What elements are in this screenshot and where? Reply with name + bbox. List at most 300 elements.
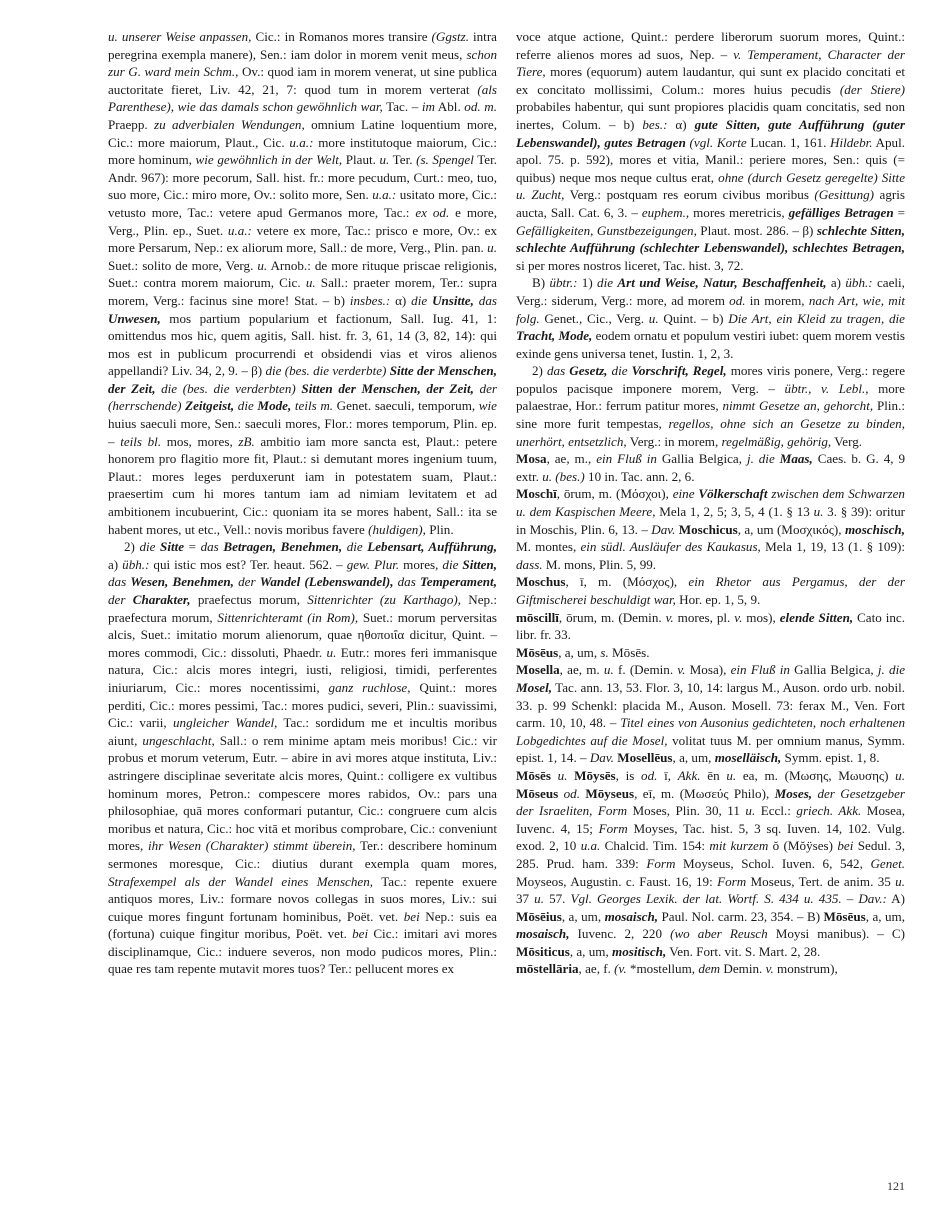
styled-text-run: u.	[726, 767, 737, 783]
text-run: Moyseus, Schol. Iuven. 6, 542,	[675, 855, 871, 871]
styled-text-run: die	[411, 292, 428, 308]
styled-text-run: Sitte der Menschen, der Zeit,	[108, 363, 497, 396]
styled-text-run: (huldigen),	[368, 521, 426, 537]
text-run	[125, 592, 132, 607]
text-run: huius saeculi more, Sen.: saeculi mores, Flor.: mores temporum, Plin. ep. –	[108, 416, 497, 449]
text-run: ēn	[700, 767, 727, 783]
text-run: Plaut. most. 286. – β)	[696, 222, 817, 238]
styled-text-run: nimmt Gesetze an, gehorcht,	[722, 398, 874, 414]
text-run: Sedul. 3, 285. Prud. ham. 339:	[516, 838, 905, 871]
styled-text-run: gute Sitten, gute Aufführung (guter Lebenswandel), gutes Betragen	[516, 116, 905, 150]
styled-text-run: (der Stiere)	[839, 81, 905, 97]
styled-text-run: schlechte Sitten, schlechte Aufführung (schlechter Lebenswandel), schlechtes Betragen,	[516, 222, 905, 256]
styled-text-run: Hildebr.	[830, 134, 873, 150]
text-run: Genet. saeculi, temporum,	[333, 398, 479, 414]
styled-text-run: u.a.:	[227, 222, 252, 238]
text-run: agris aucta, Sall. Cat. 6, 3. –	[516, 187, 905, 220]
styled-text-run: ganz ruchlose,	[328, 679, 411, 695]
text-run: , a, um,	[561, 908, 605, 924]
text-run: monstrum),	[773, 961, 838, 977]
text-run: Quint. – b)	[658, 310, 729, 326]
text-run: Eutr.: mores feri immanisque natura, Cic.: alcis mores integri, iusti, religiosi, timidi, perferentes iniuriarum, Cic.: mores nocentissimi,	[108, 644, 497, 695]
styled-text-run: Dav.	[589, 750, 614, 766]
styled-text-run: od.	[729, 292, 746, 308]
styled-text-run: griech. Akk.	[796, 803, 862, 819]
text-run: , ae, m.	[559, 662, 604, 678]
styled-text-run: j. die	[746, 451, 775, 467]
styled-text-run: Charakter,	[132, 592, 191, 607]
styled-text-run: mōscillī	[516, 609, 559, 625]
styled-text-run: zu adverbialen Wendungen,	[153, 116, 305, 132]
styled-text-run: moschisch,	[844, 521, 905, 537]
text-run: mores meretricis,	[689, 204, 789, 220]
text-run: mores, pl.	[673, 609, 735, 625]
text-run: Plin.	[425, 521, 454, 537]
entry-paragraph	[516, 767, 905, 961]
entry-paragraph	[516, 485, 905, 573]
text-run: , a, um,	[558, 644, 601, 660]
styled-text-run: regelmäßig, gehörig,	[721, 433, 832, 449]
text-run: =	[893, 204, 905, 220]
styled-text-run: Genet.	[870, 855, 905, 871]
text-run: ambitio iam more sancta est, Plaut.: petere honorem pro flagitio more fit, Plaut.: si demutant mores ingenium tuum, Plaut.: mores leges perduxerunt iam in potestatem suam, Plaut.: praesertim cum hi mores tantum iam ad nimiam levitatem et ad ambitionem incubuerint, Cic.: quoniam ita se mores habent, Sall.: ita se habent mores, ut etc., Vell.: novis moribus favere	[108, 433, 498, 537]
entry-paragraph	[516, 644, 905, 662]
text-run: Suet.: solito de more, Verg.	[108, 257, 258, 273]
styled-text-run: Mode,	[257, 398, 292, 414]
text-run: vetere ex more, Tac.: prisco e more, Ov.: ex more Persarum, Nep.: ex aliorum more, Sall.: de more, Verg., Plin. pan.	[108, 222, 497, 256]
styled-text-run: die (bes. die verderbten)	[161, 380, 296, 396]
text-run: Chalcid. Tim. 154:	[600, 838, 710, 854]
text-run: Tac. ann. 13, 53. Flor. 3, 10, 14: largus M., Auson. ordo urb. nobil. 33. p. 99 Schenkl: placida M., Auson. Mosell. 73: ferax M., Ven. Fort carm. 10, 10, 48. –	[516, 679, 905, 731]
text-run: Nep.: suis ea (fortuna) cuique fingitur moribus, Poët. vet.	[108, 908, 497, 942]
text-run: Mela 1, 19, 13 (1. § 109):	[760, 539, 906, 555]
text-run: Cato inc. libr. fr. 33.	[516, 609, 905, 643]
text-run: probabiles habentur, qui sunt propiores placidis quam concitatis, sed non inertes, Colum. – b)	[516, 99, 905, 132]
styled-text-run: u.	[534, 891, 544, 907]
text-run: Tac.: sordidum me et incultis moribus aiunt,	[108, 715, 497, 748]
text-run: eodem ornatu et populum vestiri iubet: quem morem vestis exinde gens universa tenet, Iustin. 1, 2, 3.	[516, 328, 905, 361]
text-run: si per mores nostros liceret, Tac. hist. 3, 72.	[516, 257, 744, 273]
styled-text-run: v. Temperament, Character der Tiere,	[516, 46, 905, 80]
text-run: a)	[108, 556, 123, 572]
styled-text-run: (als Parenthese), wie das damals schon gewöhnlich war,	[108, 81, 497, 115]
styled-text-run: die (bes. die verderbte)	[265, 363, 387, 379]
text-run: mos),	[742, 609, 780, 625]
text-run: Gallia Belgica,	[789, 662, 878, 678]
text-run: *mostellum,	[626, 961, 699, 977]
styled-text-run: Mōseus	[516, 785, 559, 801]
styled-text-run: (wo aber Reusch	[670, 926, 768, 942]
styled-text-run: od.	[563, 785, 580, 801]
styled-text-run: der (herrschende)	[108, 380, 497, 414]
styled-text-run: v.	[765, 961, 774, 977]
styled-text-run: im	[421, 99, 435, 115]
styled-text-run: wie gewöhnlich in der Welt,	[195, 152, 343, 168]
text-run: ī,	[657, 767, 678, 783]
text-run: α)	[390, 292, 412, 308]
left-column	[108, 28, 497, 978]
entry-paragraph	[516, 28, 905, 274]
styled-text-run: od.	[641, 767, 658, 783]
text-run: Lucan. 1, 161.	[746, 134, 831, 150]
text-run: , a, um,	[569, 943, 613, 959]
styled-text-run: Völkerschaft	[698, 486, 768, 502]
styled-text-run: das	[397, 574, 416, 590]
styled-text-run: übh.:	[122, 556, 150, 572]
styled-text-run: u.	[895, 873, 905, 889]
text-run: Cic.: in Romanos mores transire	[251, 29, 432, 44]
styled-text-run: teils m.	[294, 398, 334, 414]
styled-text-run: u.a.	[580, 838, 601, 854]
text-run: mos, mores,	[161, 433, 239, 449]
styled-text-run: Vgl. Georges Lexik. der lat. Wortf. S. 434 u. 435. – Dav.:	[570, 891, 887, 907]
entry-paragraph	[108, 538, 497, 978]
styled-text-run: u.	[257, 257, 268, 273]
text-run: Moyses, Tac. hist. 5, 3 sq. Iuven. 14, 102. Vulg. exod. 2, 10	[516, 820, 905, 854]
text-run: Caes. b. G. 4, 9 extr.	[516, 451, 905, 484]
styled-text-run: Sitte	[160, 539, 185, 555]
text-run: Mōsēs.	[608, 644, 650, 660]
styled-text-run: (Ggstz.	[431, 29, 469, 44]
styled-text-run: die	[237, 398, 254, 414]
styled-text-run: Form	[717, 873, 747, 889]
text-run: ŏ (Mŏÿses)	[768, 838, 838, 854]
text-run: usitato more, Cic.: vetusto more, Tac.: vetere apud Germanos more, Tac.:	[108, 187, 497, 220]
entry-paragraph	[516, 661, 905, 767]
text-run	[551, 768, 558, 783]
text-run: a)	[826, 275, 846, 291]
styled-text-run: Lebensart, Aufführung,	[367, 539, 497, 555]
styled-text-run: zwischen dem Schwarzen u. dem Kaspischen Meere,	[516, 486, 905, 520]
styled-text-run: übh.:	[845, 275, 873, 291]
styled-text-run: Gesetz,	[569, 363, 608, 379]
text-run: Plin.: sine more furit tempestas,	[516, 398, 905, 432]
styled-text-run: ihr Wesen (Charakter) stimmt überein,	[148, 838, 356, 854]
styled-text-run: Mōyseus	[585, 785, 635, 801]
text-run: Mosea, Iuvenc. 4, 15;	[516, 803, 905, 836]
styled-text-run: Vorschrift, Regel,	[631, 363, 727, 379]
styled-text-run: Akk.	[677, 767, 701, 783]
text-run: Nep.: praefectura morum,	[108, 592, 497, 625]
styled-text-run: mositisch,	[612, 943, 667, 959]
entry-paragraph	[516, 609, 905, 644]
styled-text-run: v.	[734, 609, 743, 625]
text-run: ea, m. (Μωσης, Μωυσης)	[736, 767, 896, 783]
styled-text-run: ohne (durch Gesetz geregelte) Sitte u. Zucht,	[516, 169, 905, 203]
styled-text-run: übtr.:	[549, 275, 578, 291]
entry-paragraph	[516, 274, 905, 362]
text-run: Apul. apol. 75. p. 592), mores et vitia, Manil.: periere mores, Sen.: quis (= quibus) neque mos neque cultus erat,	[516, 134, 905, 185]
text-run: B)	[532, 275, 550, 291]
text-run: , a, um,	[865, 908, 905, 924]
styled-text-run: (s. Spengel	[416, 152, 474, 168]
text-run: , ae, f.	[578, 961, 615, 977]
styled-text-run: Mōsēius	[516, 908, 562, 924]
styled-text-run: die	[346, 539, 363, 555]
styled-text-run: Sittenrichteramt (in Rom),	[217, 609, 359, 625]
styled-text-run: das	[108, 574, 127, 590]
styled-text-run: u.	[895, 767, 905, 783]
text-run: Cic.: imitari avi mores disciplinamque, Cic.: induere severos, non modo pudicos mores, Plin.: quae res tam repente mutavit mores tuos? Ter.: pellucent mores ex	[108, 926, 497, 977]
styled-text-run: nach Art, wie, mit folg.	[516, 292, 906, 326]
styled-text-run: wie	[478, 398, 497, 414]
text-run: omnium Latine loquentium more, Cic.: more maiorum, Plaut., Cic.	[108, 116, 497, 150]
text-run: 1)	[577, 275, 598, 291]
text-run: e more, Verg., Plin. ep., Suet.	[108, 204, 497, 238]
styled-text-run: mosaisch,	[604, 908, 659, 924]
styled-text-run: j. die	[877, 662, 906, 678]
styled-text-run: das	[478, 292, 497, 308]
text-run: Abl.	[434, 99, 465, 115]
styled-text-run: Wesen, Benehmen,	[130, 574, 234, 590]
styled-text-run: Mōysēs	[574, 767, 616, 783]
text-run: Verg.	[831, 433, 863, 449]
text-run: Plaut.	[342, 152, 380, 168]
styled-text-run: dem	[698, 961, 721, 977]
styled-text-run: die	[442, 556, 459, 572]
text-run: Verg.: in morem,	[626, 433, 722, 449]
text-run: 57.	[544, 891, 571, 907]
styled-text-run: ex od.	[415, 204, 450, 220]
styled-text-run: dass.	[516, 556, 543, 572]
styled-text-run: (bes.)	[555, 468, 585, 484]
text-run: 10 in. Tac. ann. 2, 6.	[584, 468, 695, 484]
text-run: , a, um (Μοσχικός),	[737, 521, 845, 537]
text-run: in morem,	[745, 292, 809, 308]
styled-text-run: ungleicher Wandel,	[172, 715, 278, 731]
text-run: Tac. –	[382, 99, 422, 115]
text-run: Sall.: praeter morem, Ter.: supra morem, Verg.: facinus sine more! Stat. – b)	[108, 275, 497, 308]
styled-text-run: Mōsēus	[823, 908, 866, 924]
entry-paragraph	[516, 573, 905, 608]
text-run: Demin.	[720, 961, 766, 977]
styled-text-run: ein Fluß in	[596, 451, 657, 467]
styled-text-run: Temperament,	[419, 574, 497, 590]
styled-text-run: insbes.:	[349, 292, 391, 308]
styled-text-run: v.	[677, 662, 686, 678]
styled-text-run: u.	[745, 803, 756, 819]
styled-text-run: u.	[379, 152, 390, 168]
text-run: Moyseos, Augustin. c. Faust. 16, 19:	[516, 873, 718, 889]
styled-text-run: Wandel (Lebenswandel),	[259, 574, 394, 590]
text-run: more institutoque maiorum, Cic.: more hominum,	[108, 134, 497, 168]
entry-paragraph	[108, 28, 497, 538]
text-run: voce atque actione, Quint.: perdere liberorum suorum mores, Quint.: referre alienos mores ad suos, Nep. –	[516, 29, 905, 62]
styled-text-run: Gefälligkeiten, Gunstbezeigungen,	[516, 222, 697, 238]
text-run: M. montes,	[516, 539, 581, 555]
text-run: , ī, m. (Μόσχος),	[565, 574, 689, 590]
text-run: Ven. Fort. vit. S. Mart. 2, 28.	[666, 943, 821, 959]
styled-text-run: der	[108, 592, 126, 607]
text-run: Moysi manibus). – C)	[767, 926, 906, 942]
text-run: mores,	[399, 556, 443, 572]
right-column	[516, 28, 905, 978]
text-run: Quint.: mores perditi, Cic.: mores pessimi, Tac.: mores pudici, severi, Plin.: suavissimi, Cic.: varii,	[108, 679, 497, 731]
text-run: 2)	[532, 363, 547, 379]
styled-text-run: (v.	[614, 961, 627, 977]
styled-text-run: Form	[646, 855, 676, 871]
text-run: , ōrum, m. (Demin.	[558, 609, 666, 625]
styled-text-run: Strafexempel als der Wandel eines Menschen,	[108, 873, 374, 889]
styled-text-run: u.	[326, 644, 337, 660]
styled-text-run: Mosel,	[516, 679, 553, 695]
styled-text-run: elende Sitten,	[779, 609, 854, 625]
styled-text-run: Mosella	[516, 662, 560, 678]
entry-paragraph	[516, 450, 905, 485]
styled-text-run: Zeitgeist,	[185, 398, 235, 414]
text-run: , ae, m.,	[546, 451, 597, 467]
styled-text-run: Moschicus	[678, 521, 738, 537]
text-run: volitat tuus M. per omnium manus, Symm. epist. 1, 14. –	[516, 732, 905, 766]
styled-text-run: Betragen, Benehmen,	[223, 539, 343, 555]
styled-text-run: (vgl. Korte	[689, 134, 747, 150]
text-run: f. (Demin.	[613, 662, 678, 678]
styled-text-run: Moschus	[516, 574, 566, 590]
text-run: Mosa),	[685, 662, 731, 678]
text-run: Verg.: postquam res eorum civibus moribus	[564, 187, 815, 203]
text-run: , ōrum, m. (Μόσχοι),	[556, 486, 673, 502]
styled-text-run: Die Art, ein Kleid zu tragen, die	[728, 310, 905, 326]
styled-text-run: bei	[837, 838, 854, 854]
text-run: mos partium popularium et factionum, Sall. Iug. 41, 1: omittendus mos hic, quem agitis, Sall. hist. fr. 3, 61, 14 (3, 82, 14): qui mos est in publicum procurrendi et obsidendi vias et viros alienos appellandi? Liv. 34, 2, 9. – β)	[108, 310, 497, 379]
text-run: Praepp.	[108, 116, 154, 132]
styled-text-run: Mōsiticus	[516, 943, 570, 959]
styled-text-run: Mōsēs	[516, 767, 551, 783]
styled-text-run: Sitten der Menschen, der Zeit,	[301, 380, 474, 396]
styled-text-run: Titel eines von Ausonius gedichteten, noch erhaltenen Lobgedichtes auf die Mosel,	[516, 715, 905, 748]
text-run: M. mons, Plin. 5, 99.	[542, 556, 657, 572]
styled-text-run: u. unserer Weise anpassen,	[108, 29, 252, 44]
styled-text-run: u.	[487, 240, 497, 256]
text-run: praefectus morum,	[190, 592, 308, 607]
text-run: more palaestrae, Hor.: ferrum patitur mores,	[516, 380, 905, 414]
styled-text-run: od.	[464, 99, 481, 115]
text-run: Ter.: describere hominum sermones moresque, Cic.: diutius durant exempla quam mores,	[108, 838, 497, 871]
text-run: Symm. epist. 1, 8.	[781, 750, 880, 766]
styled-text-run: u.	[305, 275, 316, 291]
styled-text-run: u.a.:	[372, 187, 397, 203]
text-run: 37	[516, 891, 535, 907]
styled-text-run: mōstellāria	[516, 961, 579, 977]
styled-text-run: eine	[672, 486, 695, 502]
styled-text-run: s.	[600, 644, 609, 660]
styled-text-run: Tracht, Mode,	[516, 328, 593, 344]
styled-text-run: das	[546, 363, 566, 379]
text-run: Mela 1, 2, 5; 3, 5, 4 (1. § 13	[655, 504, 814, 520]
styled-text-run: Form	[598, 820, 628, 836]
styled-text-run: übtr., v. Lebl.,	[784, 380, 869, 396]
text-run: Paul. Nol. carm. 23, 354. – B)	[658, 908, 824, 924]
page-number: 121	[887, 1179, 905, 1194]
styled-text-run: Moschī	[516, 486, 557, 502]
text-run: mores (equorum) autem laudantur, qui sunt ex placido concitati et ex concitato mollissimi, Colum.: mores huius pecudis	[516, 64, 905, 97]
styled-text-run: Sitten,	[462, 556, 497, 572]
text-run: Gallia Belgica,	[656, 451, 747, 467]
styled-text-run: u.a.:	[289, 134, 314, 150]
text-run: Ov.: quod iam in morem venerat, ut sine publica auctoritate fieret, Liv. 42, 21, 7: quod tum in morem verterat	[108, 64, 497, 97]
text-run: caeli, Verg.: siderum, Verg.: more, ad morem	[516, 275, 905, 308]
text-run: =	[184, 539, 201, 555]
styled-text-run: der	[238, 574, 256, 590]
styled-text-run: die	[139, 539, 156, 555]
styled-text-run: bei	[403, 908, 420, 924]
text-run: Moseus, Tert. de anim. 35	[746, 873, 896, 889]
text-run: Sall.: o rem minime aptam meis moribus! Cic.: vir probus et morum veterum, Eutr. – abire in avi mores atque instituta, Liv.: astringere disciplinae severitate alcis mores, Quint.: colligere ex vultibus hominum mores, Petron.: compescere mores rabidos, Ov.: pars una philosophiae, quā mores conformari putantur, Cic.: congruere cum alcis moribus et natura, Cic.: hoc vitā et moribus comprobare, Cic.: conveniunt mores,	[108, 732, 497, 854]
styled-text-run: u.	[648, 310, 659, 326]
styled-text-run: ein südl. Ausläufer des Kaukasus,	[580, 539, 761, 555]
text-run: Iuvenc. 2, 220	[569, 926, 671, 942]
styled-text-run: ein Fluß in	[730, 662, 790, 678]
styled-text-run: Sittenrichter (zu Karthago),	[307, 592, 462, 607]
text-run: , eī, m. (Μωσεύς Philo),	[634, 785, 775, 801]
styled-text-run: m.	[484, 99, 497, 115]
text-run: , a, um,	[672, 750, 715, 766]
styled-text-run: gew. Plur.	[346, 556, 400, 572]
styled-text-run: Moses,	[774, 785, 813, 801]
styled-text-run: die	[611, 363, 628, 379]
styled-text-run: Dav.	[651, 521, 676, 537]
text-run: Hor. ep. 1, 5, 9.	[675, 592, 761, 607]
text-run: , is	[615, 767, 642, 783]
text-run: qui istic mos est? Ter. heaut. 562. –	[149, 556, 347, 572]
text-run: α)	[667, 116, 695, 132]
styled-text-run: Mosa	[516, 451, 547, 467]
text-run: Ter. Andr. 967): more pecorum, Sall. hist. fr.: more pecudum, Curt.: meo, tuo, suo more, Cic.: miro more, Ov.: solito more, Sen.	[108, 152, 497, 203]
styled-text-run: v.	[665, 609, 674, 625]
styled-text-run: bei	[352, 926, 369, 942]
styled-text-run: euphem.,	[641, 204, 690, 220]
text-run: Ter.	[389, 152, 417, 168]
styled-text-run: bes.:	[642, 116, 668, 132]
styled-text-run: die	[597, 275, 614, 291]
text-run: Suet.: morum perversitas alcis, Suet.: imitatio morum alienorum, quae ηθοποιΐα dicitur, Quint. – mores commodi, Cic.: dissoluti, Phaedr.	[108, 609, 498, 660]
text-run: intra peregrina exempla manere), Sen.: iam dolor in morem venit meus,	[108, 29, 497, 62]
styled-text-run: gefälliges Betragen	[788, 204, 894, 220]
styled-text-run: ein Rhetor aus Pergamus, der der Giftmischerei beschuldigt war,	[516, 574, 905, 607]
styled-text-run: (Gesittung)	[814, 187, 875, 203]
entry-paragraph	[516, 960, 905, 978]
text-run: A)	[886, 891, 906, 907]
text-run: Genet., Cic., Verg.	[539, 310, 649, 326]
styled-text-run: Mōsēus	[516, 644, 559, 660]
styled-text-run: Unsitte,	[432, 292, 474, 308]
styled-text-run: u.	[542, 468, 553, 484]
styled-text-run: mit kurzem	[709, 838, 769, 854]
text-run: mores viris ponere, Verg.: regere populos pacisque imponere morem, Verg. –	[516, 363, 906, 396]
styled-text-run: Mosellēus	[617, 750, 673, 766]
styled-text-run: ungeschlacht,	[142, 732, 215, 748]
text-run: Arnob.: de more rituque priscae religionis, Suet.: contra morem maiorum, Cic.	[108, 257, 497, 291]
styled-text-run: teils bl.	[120, 433, 162, 449]
styled-text-run: Maas,	[779, 451, 813, 467]
styled-text-run: zB.	[238, 433, 255, 449]
styled-text-run: u.	[603, 662, 614, 678]
styled-text-run: Unwesen,	[108, 310, 161, 326]
styled-text-run: Art und Weise, Natur, Beschaffenheit,	[617, 275, 827, 291]
styled-text-run: u.	[813, 504, 824, 520]
styled-text-run: schon zur G. ward mein Schm.,	[108, 46, 497, 80]
styled-text-run: mosaisch,	[516, 926, 570, 942]
text-run: Eccl.:	[755, 803, 797, 819]
styled-text-run: moselläisch,	[714, 750, 782, 766]
styled-text-run: das	[200, 539, 219, 555]
styled-text-run: der Gesetzgeber der Israeliten, Form	[516, 785, 906, 819]
text-run: 2)	[124, 539, 140, 555]
entry-paragraph	[516, 362, 905, 450]
styled-text-run: u.	[557, 767, 568, 783]
text-run: 3. § 39): oritur in Moschis, Plin. 6, 13. –	[516, 504, 905, 537]
text-run: Moses, Plin. 30, 11	[627, 803, 746, 819]
